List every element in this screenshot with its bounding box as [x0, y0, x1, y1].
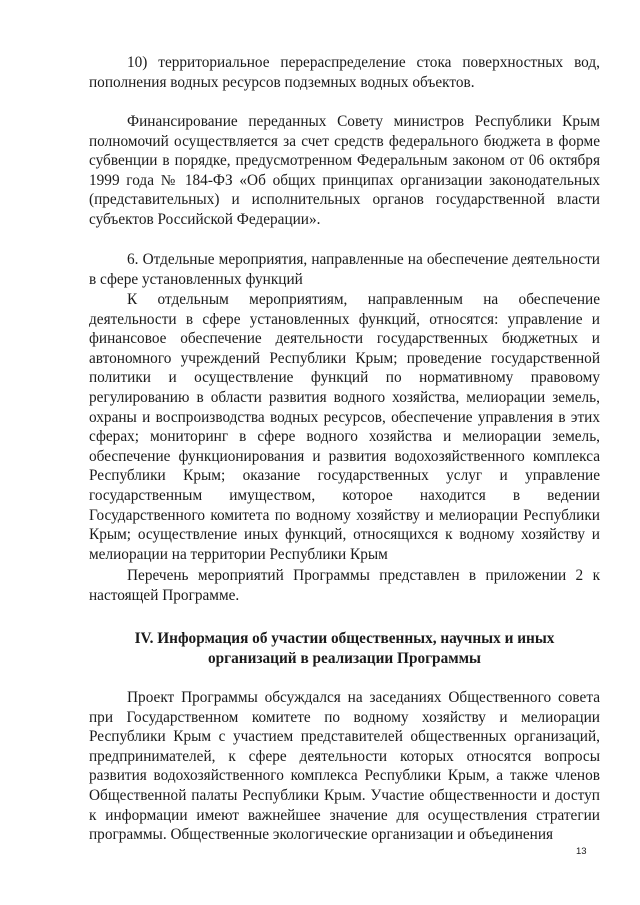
financing-paragraph: Финансирование переданных Совету министров Республики Крым полномочий осуществляется за счет средств федерального бюджета в форме субвенции в порядке, предусмотренном Федеральным законом от 06 октября 1999 года № 184-ФЗ «Об общих принципах организации законодательных (представительных) и исполнительных органов государственной власти субъектов Российской Федерации».: [89, 113, 600, 228]
section-4-heading-line-2: организаций в реализации Программы: [208, 650, 481, 667]
section-6-title: 6. Отдельные мероприятия, направленные на обеспечение деятельности в сфере установленных функций: [89, 251, 600, 288]
page-number: 13: [576, 846, 587, 857]
section-4-body: Проект Программы обсуждался на заседаниях Общественного совета при Государственном комитете по водному хозяйству и мелиорации Республики Крым с участием представителей общественных организаций, предпринимателей, к сфере деятельности которых относятся вопросы развития водохозяйственного комплекса Республики Крым, а также членов Общественной палаты Республики Крым. Участие общественности и доступ к информации имеют важнейшее значение для осуществления стратегии программы. Общественные экологические организации и объединения: [89, 689, 600, 844]
section-6-body: К отдельным мероприятиям, направленным на обеспечение деятельности в сфере установленных функций, относятся: управление и финансовое обеспечение деятельности государственных бюджетных и автономного учреждений Республики Крым; проведение государственной политики и осуществление функций по нормативному правовому регулированию в области развития водного хозяйства, мелиорации земель, охраны и воспроизводства водных ресурсов, обеспечение управления в этих сферах; мониторинг в сфере водного хозяйства и мелиорации земель, обеспечение функционирования и развития водохозяйственного комплекса Республики Крым; оказание государственных услуг и управление государственным имуществом, которое находится в ведении Государственного комитета по водному хозяйству и мелиорации Республики Крым; осуществление иных функций, относящихся к водному хозяйству и мелиорации на территории Республики Крым: [89, 291, 600, 563]
section-4-heading: [89, 629, 600, 669]
activities-list-paragraph: Перечень мероприятий Программы представлен в приложении 2 к настоящей Программе.: [89, 567, 600, 604]
item-10-paragraph: 10) территориальное перераспределение стока поверхностных вод, пополнения водных ресурсов подземных водных объектов.: [89, 54, 600, 91]
section-4-heading-line-1: IV. Информация об участии общественных, научных и иных: [134, 630, 555, 647]
